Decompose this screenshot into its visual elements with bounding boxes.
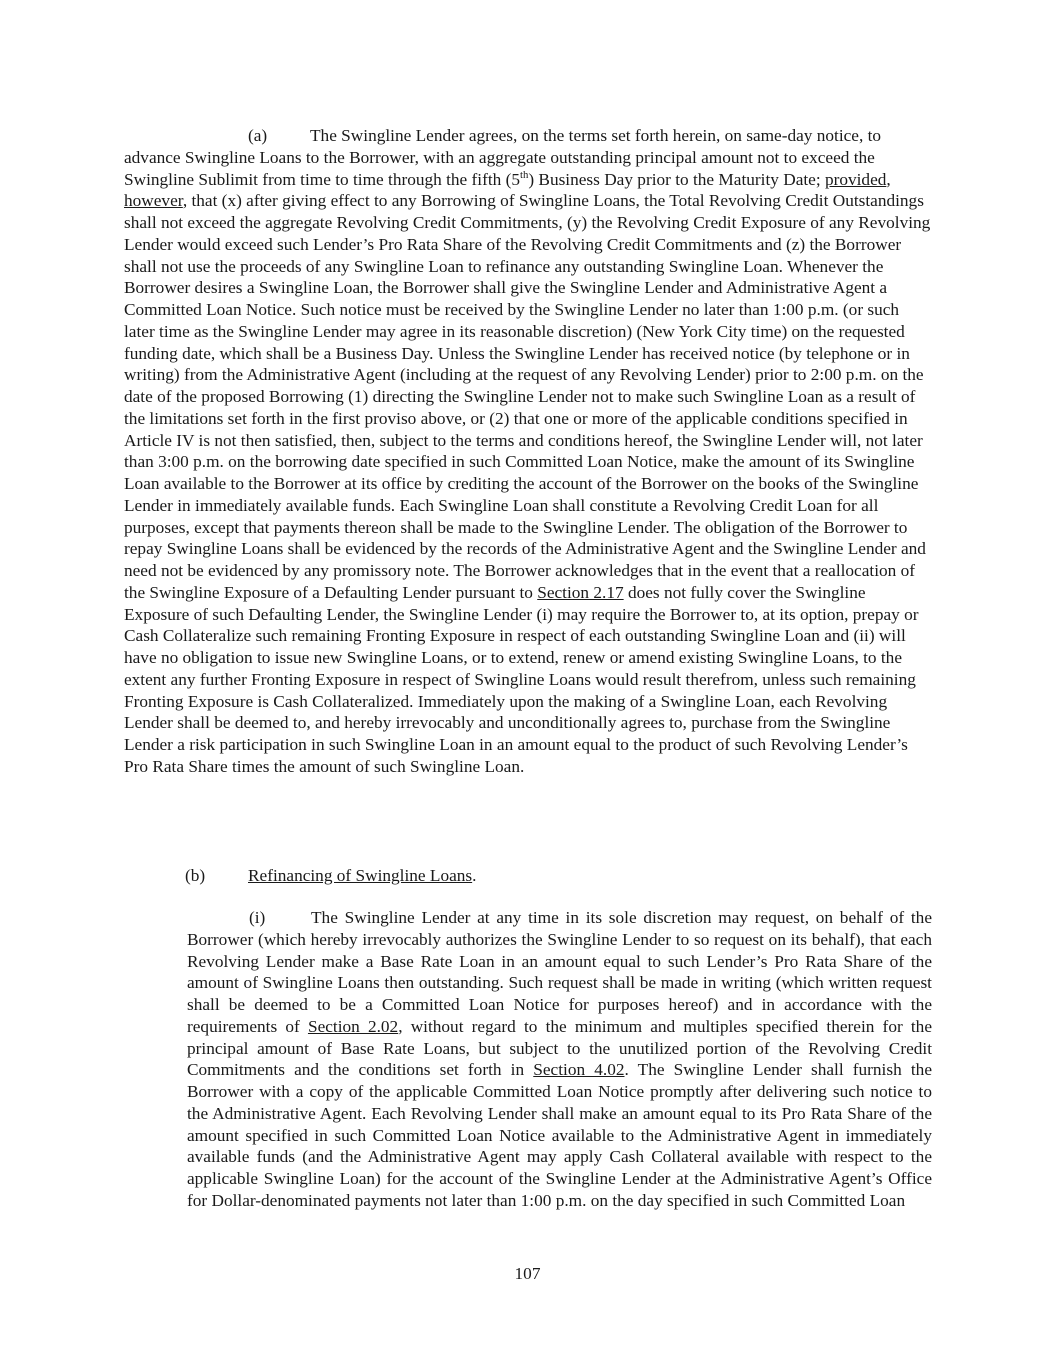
paragraph-a (124, 125, 932, 778)
separator-text: , (886, 169, 891, 189)
superscript: th (520, 168, 529, 181)
section-reference: Section 2.17 (537, 582, 624, 602)
section-heading: Refinancing of Swingline Loans (248, 866, 473, 885)
paragraph-text: , without regard to the minimum and multiples specified therein for the principal amount of Base Rate Loans, but subject to the unutilized portion of the Revolving Credit Commitments and the conditions set forth in (187, 1016, 932, 1080)
paragraph-number: (i) (249, 908, 266, 927)
paragraph-b-i (187, 907, 932, 1212)
paragraph-number: (b) (185, 866, 206, 885)
however-term: however (124, 191, 183, 211)
paragraph-text: The Swingline Lender agrees, on the terms set forth herein, on same-day notice, to advance Swingline Loans to the Borrower, with an aggregate outstanding principal amount not to exceed the Swingline Sublimit from time to time through the fifth (5 (124, 126, 882, 189)
paragraph-text: does not fully cover the Swingline Exposure of such Defaulting Lender, the Swingline Lender (i) may require the Borrower to, at its option, prepay or Cash Collateralize such remaining Fronting Exposure in respect of each outstanding Swingline Loan and (ii) will have no obligation to issue new Swingline Loans, or to extend, renew or amend existing Swingline Loans, to the extent any further Fronting Exposure in respect of Swingline Loans would result therefrom, unless such remaining Fronting Exposure is Cash Collateralized. Immediately upon the making of a Swingline Loan, each Revolving Lender shall be deemed to, and hereby irrevocably and unconditionally agrees to, purchase from the Swingline Lender a risk participation in such Swingline Loan in an amount equal to the product of such Revolving Lender’s Pro Rata Share times the amount of such Swingline Loan. (124, 582, 919, 776)
provided-term: provided (824, 169, 887, 189)
paragraph-number: (a) (248, 126, 268, 145)
page-number: 107 (514, 1264, 541, 1283)
paragraph-text: , that (x) after giving effect to any Borrowing of Swingline Loans, the Total Revolving Credit Outstandings shall not exceed the aggregate Revolving Credit Commitments, (y) the Revolving Credit Exposure of any Revolving Lender would exceed such Lender’s Pro Rata Share of the Revolving Credit Commitments and (z) the Borrower shall not use the proceeds of any Swingline Loan to refinance any outstanding Swingline Loan. Whenever the Borrower desires a Swingline Loan, the Borrower shall give the Swingline Lender and Administrative Agent a Committed Loan Notice. Such notice must be received by the Swingline Lender no later than 1:00 p.m. (or such later time as the Swingline Lender may agree in its reasonable discretion) (New York City time) on the requested funding date, which shall be a Business Day. Unless the Swingline Lender has received notice (by telephone or in writing) from the Administrative Agent (including at the request of any Revolving Lender) prior to 2:00 p.m. on the date of the proposed Borrowing (1) directing the Swingline Lender not to make such Swingline Loan as a result of the limitations set forth in the first proviso above, or (2) that one or more of the applicable conditions specified in Article IV is not then satisfied, then, subject to the terms and conditions hereof, the Swingline Lender will, not later than 3:00 p.m. on the borrowing date specified in such Committed Loan Notice, make the amount of its Swingline Loan available to the Borrower at its office by crediting the account of the Borrower on the books of the Swingline Lender in immediately available funds. Each Swingline Loan shall constitute a Revolving Credit Loan for all purposes, except that payments thereon shall be made to the Swingline Lender. The obligation of the Borrower to repay Swingline Loans shall be evidenced by the records of the Administrative Agent and the Swingline Lender and need not be evidenced by any promissory note. The Borrower acknowledges that in the event that a reallocation of the Swingline Exposure of a Defaulting Lender pursuant to (124, 191, 931, 602)
paragraph-text: . The Swingline Lender shall furnish the Borrower with a copy of the applicable Committed Loan Notice promptly after delivering such notice to the Administrative Agent. Each Revolving Lender shall make an amount equal to its Pro Rata Share of the amount specified in such Committed Loan Notice available to the Administrative Agent in immediately available funds (and the Administrative Agent may apply Cash Collateral available with respect to the applicable Swingline Loan) for the account of the Swingline Lender at the Administrative Agent’s Office for Dollar-denominated payments not later than 1:00 p.m. on the day specified in such Committed Loan (187, 1060, 932, 1210)
paragraph-text: The Swingline Lender at any time in its sole discretion may request, on behalf of the Borrower (which hereby irrevocably authorizes the Swingline Lender to so request on its behalf), that each Revolving Lender make a Base Rate Loan in an amount equal to such Lender’s Pro Rata Share of the amount of Swingline Loans then outstanding. Such request shall be made in writing (which written request shall be deemed to be a Committed Loan Notice for purposes hereof) and in accordance with the requirements of (187, 908, 932, 1036)
section-reference: Section 2.02 (307, 1016, 399, 1036)
paragraph-b-heading (185, 865, 945, 887)
paragraph-text: ) Business Day prior to the Maturity Date; (528, 169, 825, 189)
heading-period: . (472, 866, 477, 885)
section-reference: Section 4.02 (533, 1060, 625, 1080)
